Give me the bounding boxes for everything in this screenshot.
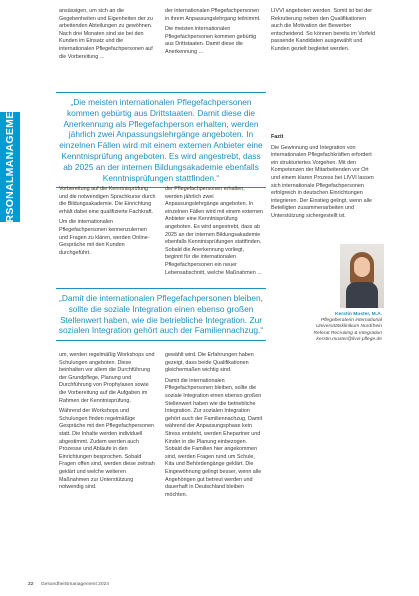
column-b-bottom [165,352,263,502]
author-role: Pflegeberaterin international [320,318,382,324]
paragraph: der internationalen Pflegefachpersonen in ihrem Anpassungslehrgang teilnimmt. [165,8,261,22]
column-c-top [271,8,379,57]
paragraph: Um die internationalen Pflegefachpersonen kennenzulernen und Fragen zu klären, werden Online-Gespräche mit den Kunden durchgeführt. [59,219,150,256]
paragraph: Vorbereitung auf die Kenntnisprüfung und die notwendigen Sprachkurse durch die Bildungsakademie. Die Einrichtung erhält dabei eine qualifizierte Fachkraft. [59,186,156,215]
section-label: PERSONALMANAGEMENT [4,96,16,238]
author-bio [300,312,382,343]
fazit-box [271,134,379,224]
fazit-title: Fazit [271,134,284,140]
journal-name: Gesundheitsmanagement 2024 [40,582,110,587]
author-photo [340,244,384,308]
author-name: Kerstin Muster, M.A. [334,312,382,317]
paragraph: LIVVI angeboten werden. Somit ist bei der Rekrutierung neben den Qualifikationen auch die Motivation der Bewerber entscheidend. So können bereits im Vorfeld passende Kandidaten ausgewählt und Kunden gezielt begleitet werden. [271,8,375,52]
author-dept: Referat Recruiting & Integration [313,330,382,336]
paragraph: Während der Workshops und Schulungen finden regelmäßige Gespräche mit den Pflegefachpersonen statt. Die Inhalte werden individuell abgestimmt. Zudem werden auch Prozesse und Abläufe in den Einrichtungen besprochen. Sobald Fragen offen sind, werden diese zeitnah geklärt und welche weiteren Maßnahmen zur Unterstützung notwendig sind. [59,408,155,491]
column-b-top [165,8,263,60]
column-a-mid [59,186,157,260]
paragraph: um, werden regelmäßig Workshops und Schulungen angeboten. Diese beinhalten vor allem die Durchführung der Grundpflege, Planung und Durchführung von Prophylaxen sowie die Vorbereitung auf die Aufgaben im Rahmen der Kenntnisprüfung. [59,352,155,404]
pull-quote-2: „Damit die internationalen Pflegefachpersonen bleiben, sollte die soziale Integration einen ebenso großen Stellenwert haben, wie die betriebliche Integration. Zur sozialen Integration gehört auch der Familiennachzug.“ [56,288,266,341]
column-a-bottom [59,352,157,495]
pull-quote-1: „Die meisten internationalen Pflegefachpersonen kommen gebürtig aus Drittstaaten. Damit diese die Anerkennung als Pflegefachperson erhalten, werden jährlich zwei Anpassungslehrgänge angeboten. In einzelnen Fällen wird mit einem externen Anbieter eine Kenntnisprüfung angeboten. Es wird angestrebt, dass ab 2025 an der internen Bildungsakademie ebenfalls Kenntnisprüfungen stattfinden.“ [56,92,266,188]
paragraph: Damit die internationalen Pflegefachpersonen bleiben, sollte die soziale Integration einen ebenso großen Stellenwert haben wie die betriebliche Integration. Zur sozialen Integration gehört auch der Familiennachzug. Damit während der Anpassungsphase kein Stress entsteht, werden Ehepartner und Kinder in die Planung einbezogen. Sobald die Familien hier angekommen sind, werden Fragen rund um Schule, Kita und Behördengänge geklärt. Die Eingewöhnung gelingt besser, wenn alle Angehörigen gut betreut werden und dauerhaft in Deutschland bleiben möchten. [165,377,263,498]
author-org: Universitätsklinikum Nordrhein [315,324,382,330]
paragraph: ansässigen, um sich an die Gegebenheiten und Eigenheiten der zu arbeitenden Abteilungen zu gewöhnen. Nach drei Monaten sind sie bei den Kunden im Einsatz und die internationalen Pflegefachpersonen auf die Vorbereitung ... [59,8,153,60]
page-number: 22 [28,582,34,587]
fazit-text: Die Gewinnung und Integration von internationalen Pflegefachkräften erfordert ein strukturiertes Vorgehen. Mit den Kompetenzen der Mitarbeitenden vor Ort und einem klaren Prozess bei LIVVI lassen sich internationale Pflegefachpersonen erfolgreich in deutschen Einrichtungen integrieren. Der Einstieg gelingt, wenn alle Beteiligten zusammenarbeiten und Unterstützung sichergestellt ist. [271,144,374,219]
paragraph: der Pflegefachpersonen erhalten, werden jährlich zwei Anpassungslehrgänge angeboten. In einzelnen Fällen wird mit einem externen Anbieter eine Kenntnisprüfung angeboten. Es wird angestrebt, dass ab 2025 an der internen Bildungsakademie ebenfalls Kenntnisprüfungen stattfinden. Sobald die Anerkennung vorliegt, beginnt für die internationalen Pflegefachpersonen ein neuer Lebensabschnitt, welche Maßnahmen ... [165,186,263,276]
column-b-mid [165,186,263,280]
author-email[interactable]: kerstin.muster@livvi-pflege.de [316,336,382,342]
paragraph: gewählt wird. Die Erfahrungen haben gezeigt, dass beide Qualifikationen gleichermaßen wichtig sind. [165,352,254,374]
page-footer [28,582,109,587]
paragraph: Die meisten internationalen Pflegefachpersonen kommen gebürtig aus Drittstaaten. Damit diese die Anerkennung ... [165,26,257,55]
section-tab [0,96,20,238]
column-a-top [59,8,157,64]
